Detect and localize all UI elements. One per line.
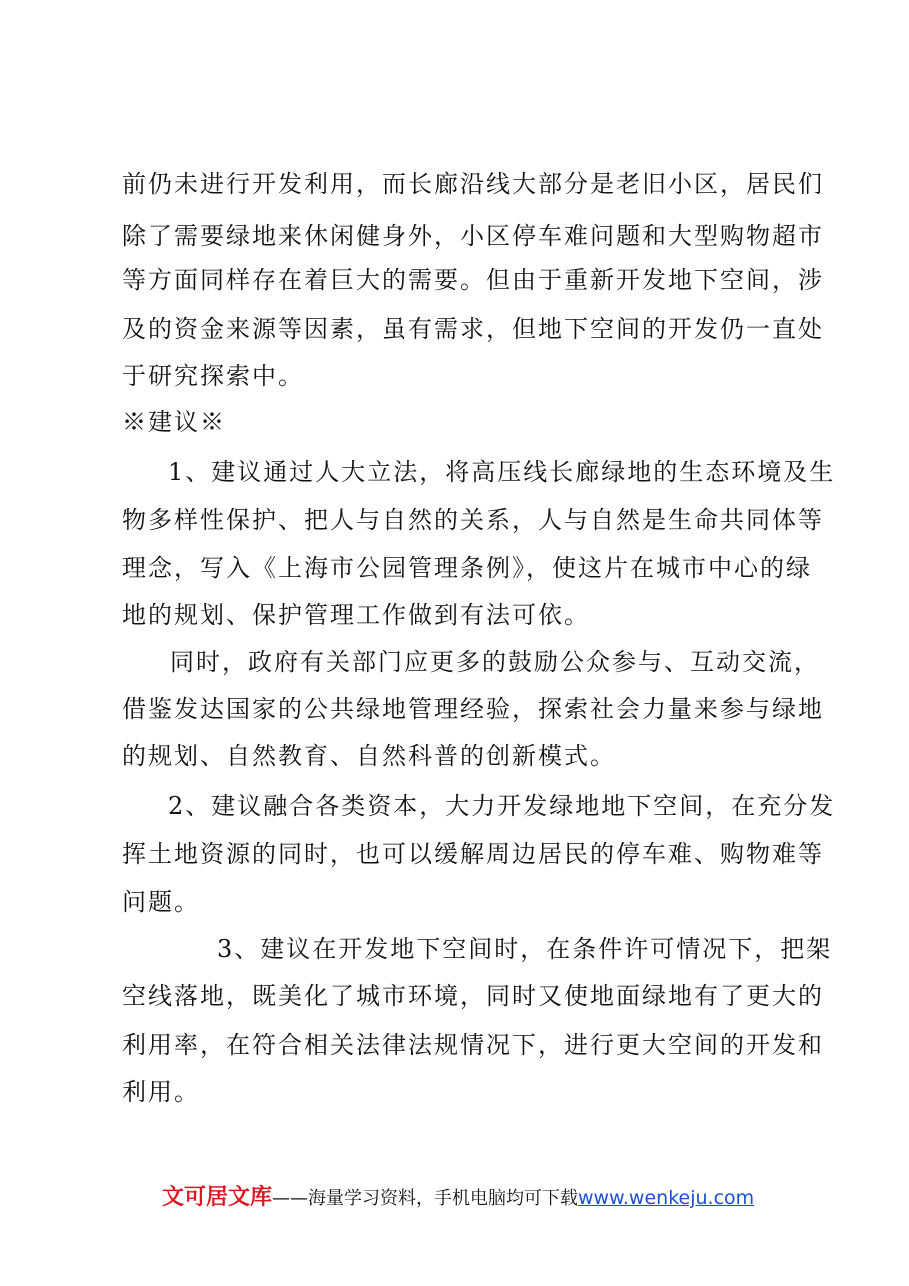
body-text-line: 2、建议融合各类资本，大力开发绿地地下空间，在充分发: [168, 792, 836, 820]
body-text-line: 地的规划、保护管理工作做到有法可依。: [122, 601, 590, 629]
footer-tagline: ——海量学习资料，手机电脑均可下载: [272, 1188, 579, 1209]
body-text-line: 除了需要绿地来休闲健身外，小区停车难问题和大型购物超市: [122, 222, 824, 250]
body-text-line: 的规划、自然教育、自然科普的创新模式。: [122, 742, 616, 770]
section-heading: ※建议※: [122, 408, 226, 436]
body-text-line: 借鉴发达国家的公共绿地管理经验，探索社会力量来参与绿地: [122, 695, 824, 723]
body-text-line: 物多样性保护、把人与自然的关系，人与自然是生命共同体等: [122, 506, 824, 534]
body-text-line: 理念，写入《上海市公园管理条例》，使这片在城市中心的绿: [122, 554, 812, 582]
body-text-line: 挥土地资源的同时，也可以缓解周边居民的停车难、购物难等: [122, 840, 824, 868]
body-text-line: 及的资金来源等因素，虽有需求，但地下空间的开发仍一直处: [122, 315, 824, 343]
body-text-line: 空线落地，既美化了城市环境，同时又使地面绿地有了更大的: [122, 982, 824, 1010]
body-text-line: 1、建议通过人大立法，将高压线长廊绿地的生态环境及生: [168, 458, 836, 486]
footer-website-link[interactable]: www.wenkeju.com: [578, 1187, 755, 1209]
body-text-line: 问题。: [122, 888, 200, 916]
body-text-line: 3、建议在开发地下空间时，在条件许可情况下，把架: [217, 935, 833, 963]
body-text-line: 利用率，在符合相关法律法规情况下，进行更大空间的开发和: [122, 1031, 824, 1059]
body-text-line: 前仍未进行开发利用，而长廊沿线大部分是老旧小区，居民们: [122, 170, 824, 198]
footer-bar: [162, 1180, 754, 1212]
footer-brand: 文可居文库: [162, 1185, 273, 1210]
body-text-line: 利用。: [122, 1078, 200, 1106]
body-text-line: 于研究探索中。: [122, 362, 304, 390]
body-text-line: 等方面同样存在着巨大的需要。但由于重新开发地下空间，涉: [122, 266, 824, 294]
body-text-line: 同时，政府有关部门应更多的鼓励公众参与、互动交流，: [170, 648, 820, 676]
